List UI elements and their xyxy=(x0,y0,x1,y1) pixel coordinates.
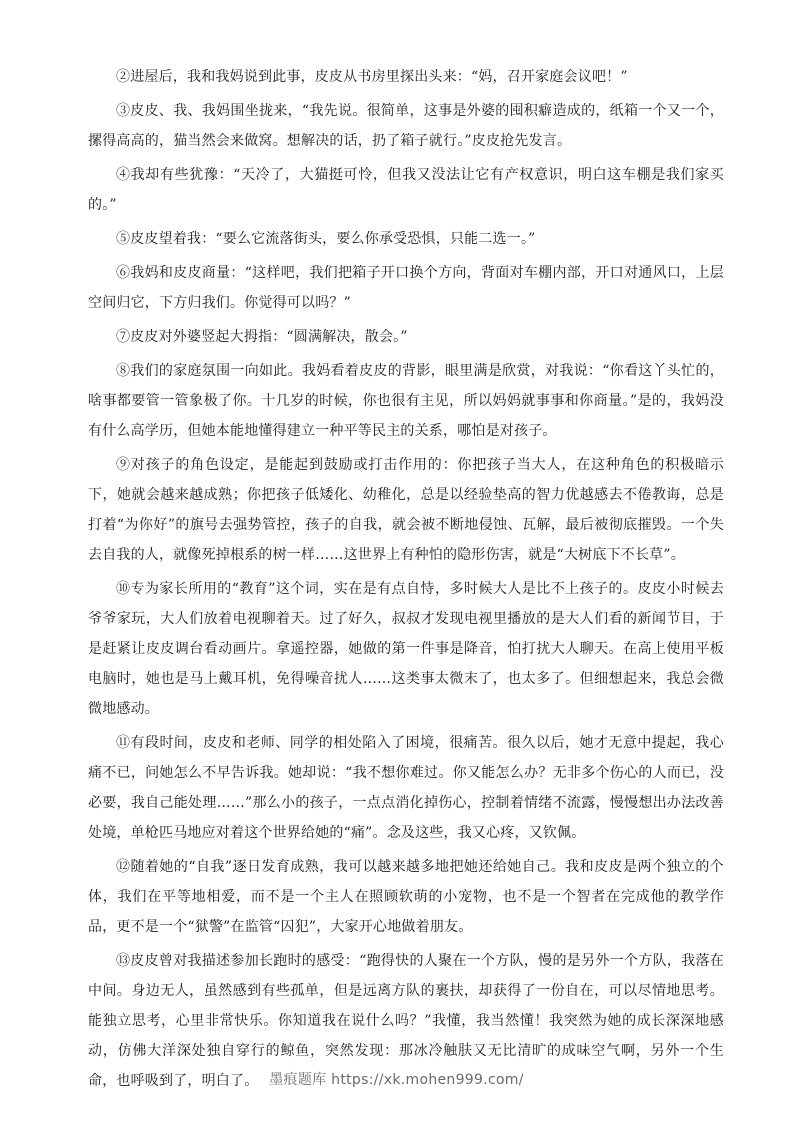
paragraph-11: ⑪有段时间，皮皮和老师、同学的相处陷入了困境，很痛苦。很久以后，她才无意中提起，我心痛不已，问她怎么不早告诉我。她却说：“我不想你难过。你又能怎么办？无非多个伤心的人而已，没必要，我自己能处理……”那么小的孩子，一点点消化掉伤心，控制着情绪不流露，慢慢想出办法改善处境，单枪匹马地应对着这个世界给她的“痛”。念及这些，我又心疼，又钦佩。 xyxy=(88,735,724,841)
paragraph-6: ⑥我妈和皮皮商量：“这样吧，我们把箱子开口换个方向，背面对车棚内部，开口对通风口，上层空间归它，下方归我们。你觉得可以吗？” xyxy=(88,265,724,311)
paragraph-9: ⑨对孩子的角色设定，是能起到鼓励或打击作用的：你把孩子当大人，在这种角色的积极暗示下，她就会越来越成熟；你把孩子低矮化、幼稚化，总是以经验垫高的智力优越感去不倦教诲，总是打着“为你好”的旗号去强势管控，孩子的自我，就会被不断地侵蚀、瓦解，最后被彻底摧毁。一个失去自我的人，就像死掉根系的树一样……这世界上有种怕的隐形伤害，就是“大树底下不长草”。 xyxy=(88,457,724,563)
paragraph-7: ⑦皮皮对外婆竖起大拇指：“圆满解决，散会。” xyxy=(116,329,408,345)
paragraph-5: ⑤皮皮望着我：“要么它流落街头，要么你承受恐惧，只能二选一。” xyxy=(116,231,536,247)
document-body xyxy=(88,62,724,1100)
paragraph-4: ④我却有些犹豫：“天冷了，大猫挺可怜，但我又没法让它有产权意识，明白这车棚是我们家买的。” xyxy=(88,167,724,213)
paragraph-13: ⑬皮皮曾对我描述参加长跑时的感受：“跑得快的人聚在一个方队，慢的是另外一个方队，我落在中间。身边无人，虽然感到有些孤单，但是远离方队的裹扶，却获得了一份自在，可以尽情地思考。能独立思考，心里非常快乐。你知道我在说什么吗？”我懂，我当然懂！我突然为她的成长深深地感动，仿佛大洋深处独自穿行的鲸鱼，突然发现：那冰冷触肤又无比清旷的成味空气啊，另外一个生命，也呼吸到了，明白了。 xyxy=(88,953,724,1089)
paragraph-12: ⑫随着她的“自我”逐日发育成熟，我可以越来越多地把她还给她自己。我和皮皮是两个独立的个体，我们在平等地相爱，而不是一个主人在照顾软萌的小宠物，也不是一个智者在完成他的教学作品，更不是一个“狱警”在监管“囚犯”，大家开心地做着朋友。 xyxy=(88,859,724,935)
paragraph-2: ②进屋后，我和我妈说到此事，皮皮从书房里探出头来：“妈，召开家庭会议吧！” xyxy=(116,69,628,85)
paragraph-10: ⑩专为家长所用的“教育”这个词，实在是有点自恃，多时候大人是比不上孩子的。皮皮小时候去爷爷家玩，大人们放着电视聊着天。过了好久，叔叔才发现电视里播放的是大人们看的新闻节目，于是赶紧让皮皮调台看动画片。拿遥控器，她做的第一件事是降音，怕打扰大人聊天。在高上使用平板电脑时，她也是马上戴耳机，免得噪音扰人……这类事太微末了，也太多了。但细想起来，我总会微微地感动。 xyxy=(88,581,724,717)
paragraph-3: ③皮皮、我、我妈围坐拢来，“我先说。很简单，这事是外婆的囤积癖造成的，纸箱一个又一个，摞得高高的，猫当然会来做窝。想解决的话，扔了箱子就行。”皮皮抢先发言。 xyxy=(88,103,724,149)
footer-watermark: 墨痕题库 https://xk.mohen999.com/ xyxy=(269,1072,524,1088)
paragraph-8: ⑧我们的家庭氛围一向如此。我妈看着皮皮的背影，眼里满是欣赏，对我说：“你看这丫头忙的，啥事都要管一管象极了你。十几岁的时候，你也很有主见，所以妈妈就事事和你商量。”是的，我妈没有什么高学历，但她本能地懂得建立一种平等民主的关系，哪怕是对孩子。 xyxy=(88,363,724,439)
